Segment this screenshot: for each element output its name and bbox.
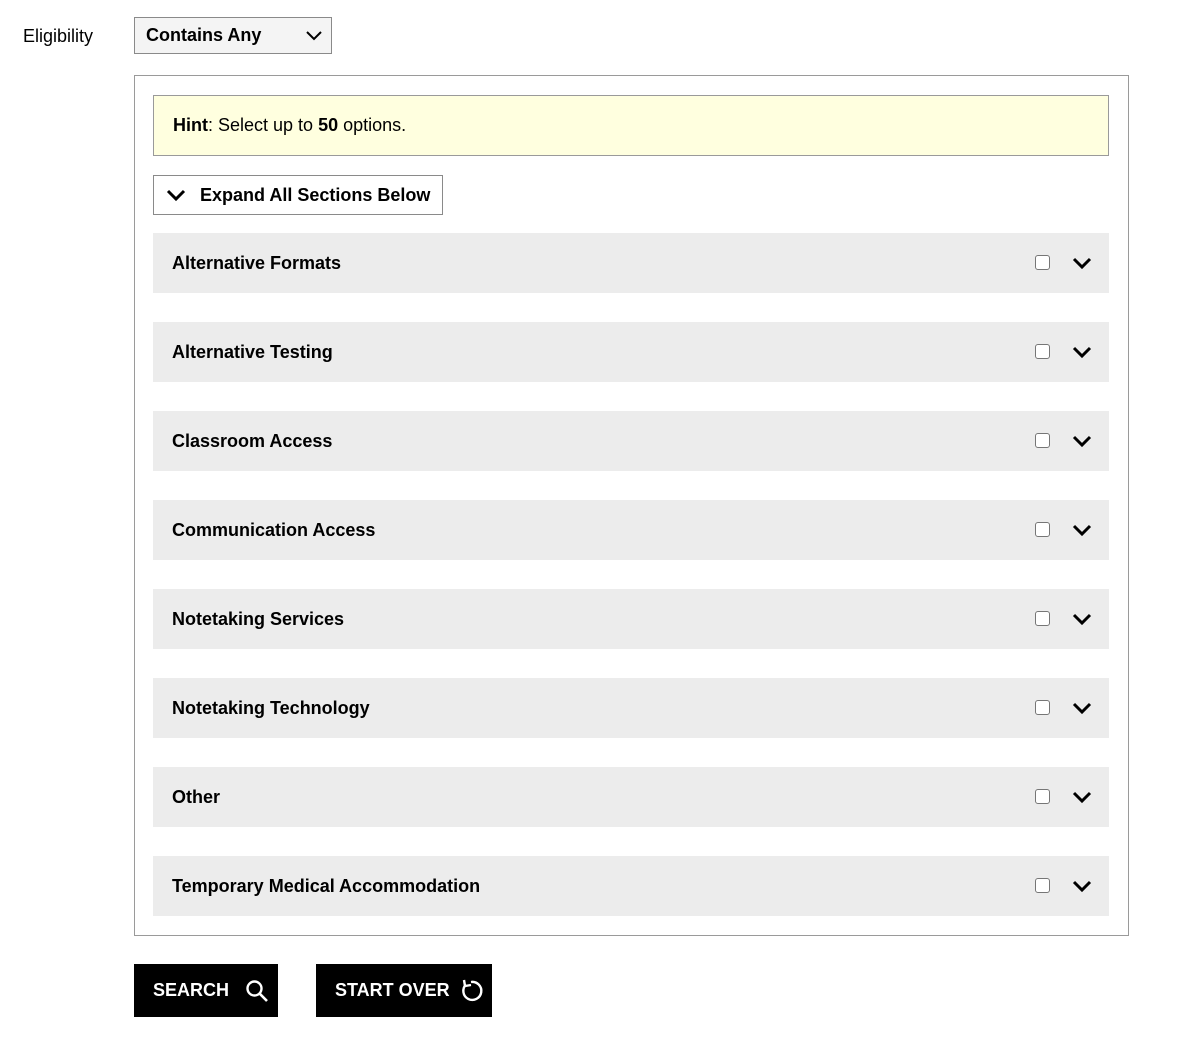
section-checkbox[interactable] (1035, 433, 1050, 448)
section-title: Notetaking Services (172, 608, 345, 629)
section-title: Temporary Medical Accommodation (172, 875, 481, 896)
accordion-section[interactable] (153, 767, 1109, 827)
chevron-down-icon (166, 188, 186, 202)
section-checkbox[interactable] (1035, 522, 1050, 537)
section-title: Classroom Access (172, 430, 333, 451)
section-checkbox[interactable] (1035, 878, 1050, 893)
expand-all-label: Expand All Sections Below (200, 184, 431, 205)
search-icon (245, 979, 269, 1003)
chevron-down-icon (305, 27, 323, 50)
accordion-section[interactable] (153, 856, 1109, 916)
hint-prefix: Hint (173, 115, 208, 135)
refresh-icon (458, 978, 484, 1004)
section-title: Alternative Testing (172, 341, 333, 362)
chevron-down-icon[interactable] (1071, 343, 1093, 361)
start-over-button-label: START OVER (335, 980, 450, 1000)
hint-box (153, 95, 1109, 156)
section-title: Alternative Formats (172, 252, 342, 273)
section-title: Communication Access (172, 519, 376, 540)
accordion-section[interactable] (153, 233, 1109, 293)
section-checkbox[interactable] (1035, 789, 1050, 804)
start-over-button[interactable] (316, 964, 492, 1017)
section-checkbox[interactable] (1035, 344, 1050, 359)
section-title: Notetaking Technology (172, 697, 370, 718)
accordion-section[interactable] (153, 678, 1109, 738)
search-button[interactable] (134, 964, 278, 1017)
chevron-down-icon[interactable] (1071, 610, 1093, 628)
eligibility-select[interactable] (134, 17, 332, 54)
accordion-section[interactable] (153, 322, 1109, 382)
eligibility-label: Eligibility (23, 26, 94, 46)
hint-text-after: options. (338, 115, 407, 135)
accordion-section[interactable] (153, 500, 1109, 560)
eligibility-select-value: Contains Any (146, 25, 262, 45)
section-title: Other (172, 786, 221, 807)
expand-all-button[interactable] (153, 175, 443, 215)
chevron-down-icon[interactable] (1071, 788, 1093, 806)
chevron-down-icon[interactable] (1071, 699, 1093, 717)
chevron-down-icon[interactable] (1071, 521, 1093, 539)
search-button-label: SEARCH (153, 980, 230, 1000)
accordion-section[interactable] (153, 411, 1109, 471)
section-checkbox[interactable] (1035, 611, 1050, 626)
hint-count: 50 (318, 115, 339, 135)
options-panel (134, 75, 1129, 936)
section-checkbox[interactable] (1035, 700, 1050, 715)
chevron-down-icon[interactable] (1071, 254, 1093, 272)
chevron-down-icon[interactable] (1071, 432, 1093, 450)
chevron-down-icon[interactable] (1071, 877, 1093, 895)
hint-text-before: : Select up to (208, 115, 319, 135)
section-checkbox[interactable] (1035, 255, 1050, 270)
accordion-section[interactable] (153, 589, 1109, 649)
